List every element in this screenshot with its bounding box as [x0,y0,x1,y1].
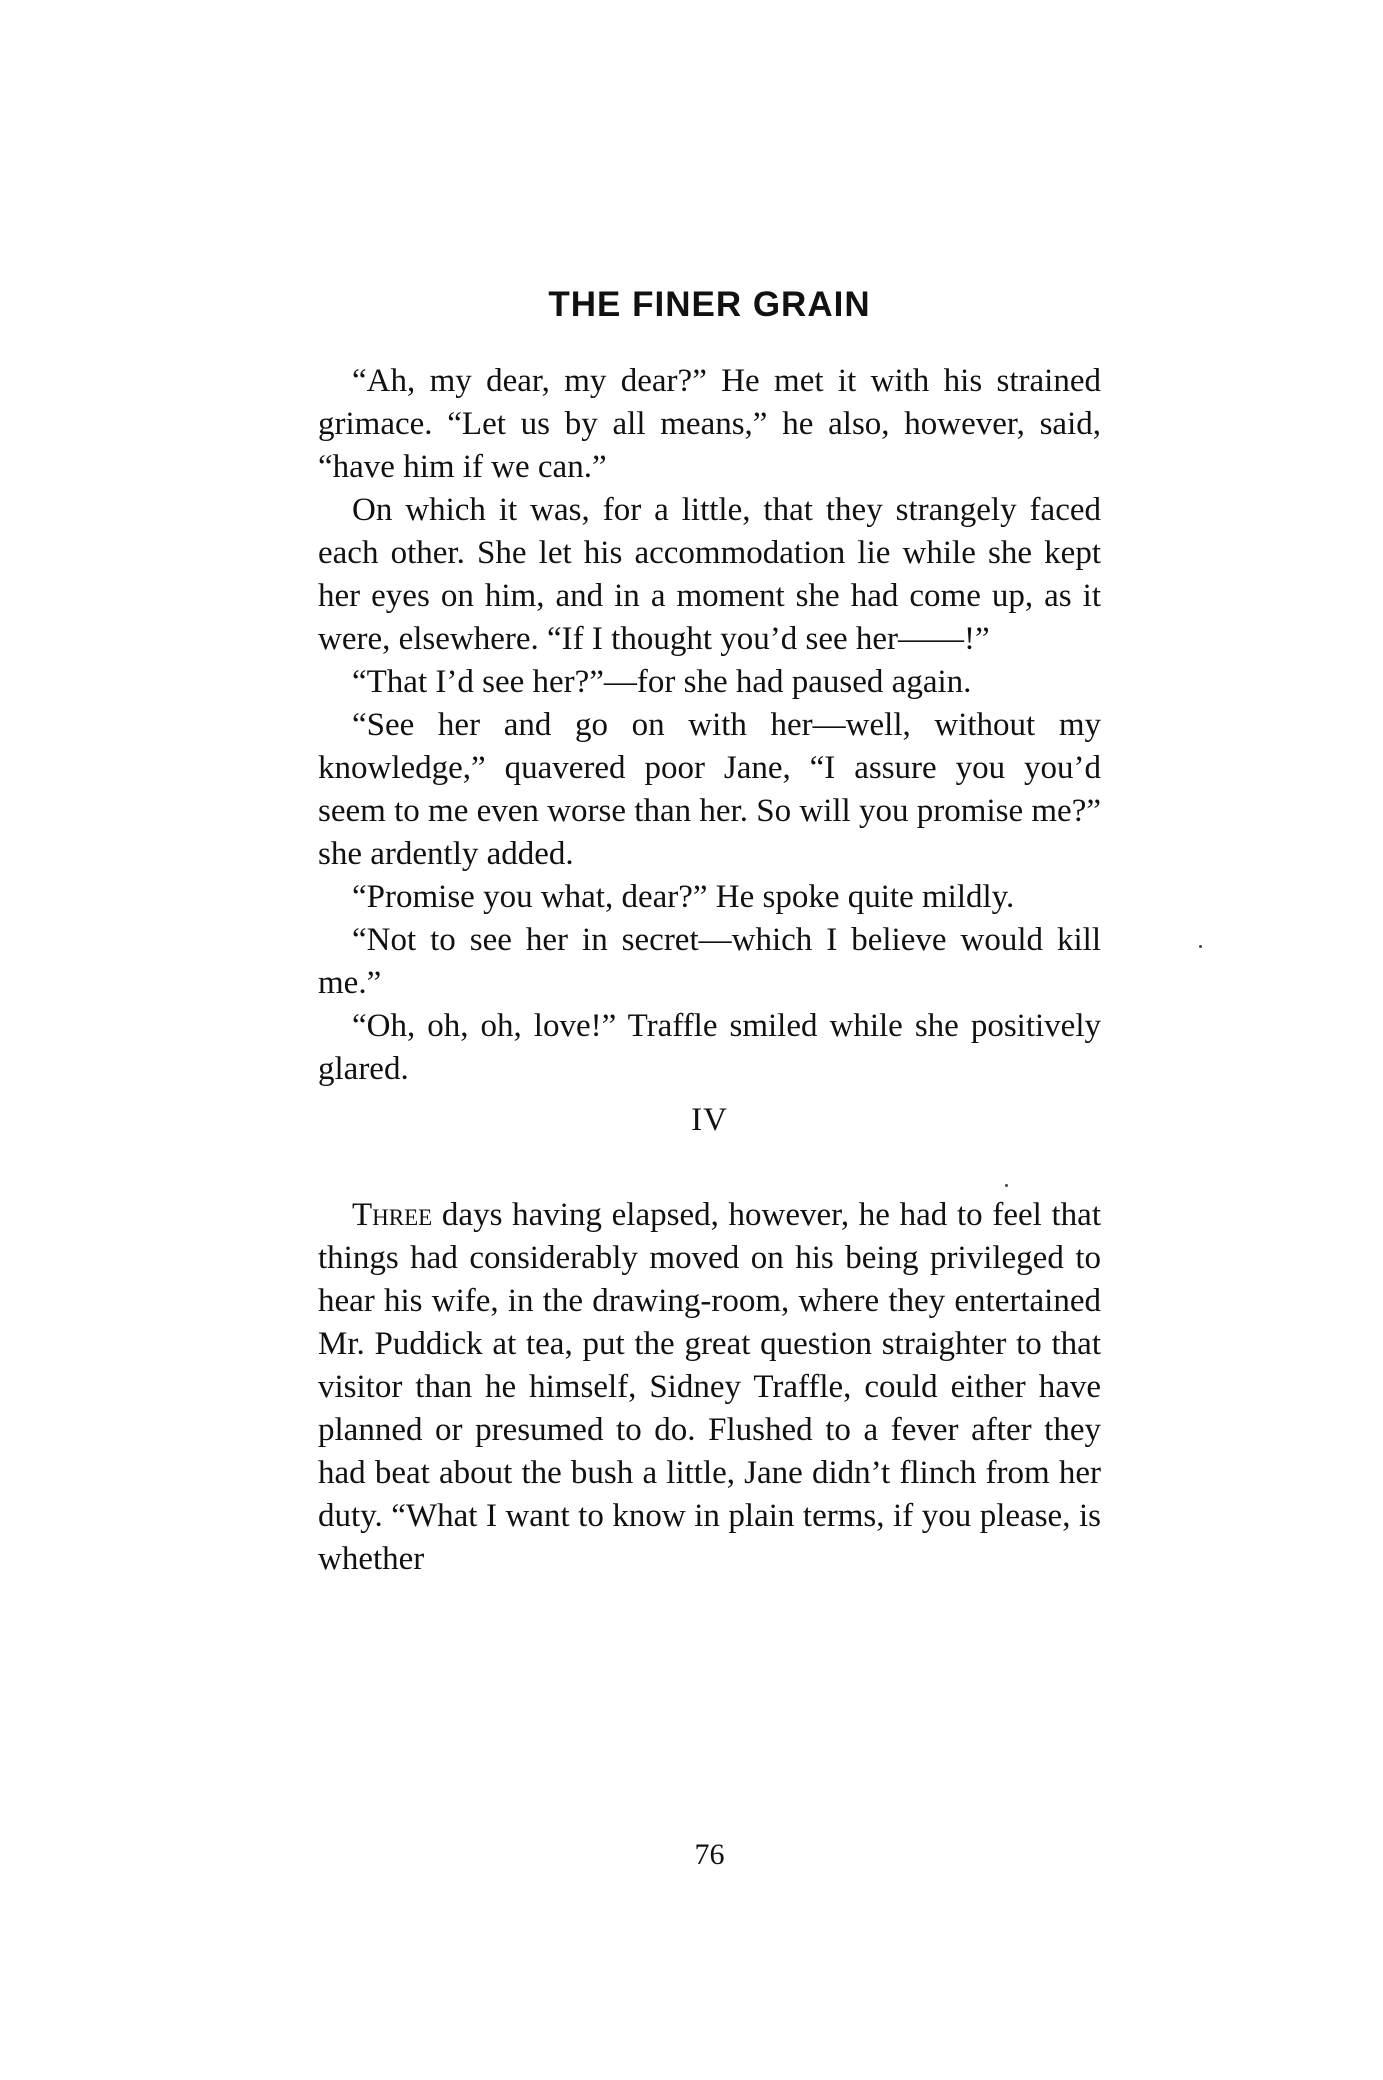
page-number: 76 [694,1838,725,1871]
section-opening-paragraph [318,1194,1101,1581]
lead-word: Three [352,1197,433,1233]
print-speck [1005,1184,1008,1187]
paragraph: “Promise you what, dear?” He spoke quite mildly. [352,879,1015,915]
paragraph: “That I’d see her?”—for she had paused again. [352,664,972,700]
paragraph: On which it was, for a little, that they strangely faced each other. She let his accommodation lie while she kept her eyes on him, and in a moment she had come up, as it were, elsewhere. “If I thought you’d see her——!” [318,492,1101,657]
paragraph: “Ah, my dear, my dear?” He met it with his strained grimace. “Let us by all means,” he also, however, said, “have him if we can.” [318,363,1101,485]
running-head: THE FINER GRAIN [548,285,871,324]
paragraph: “Oh, oh, oh, love!” Traffle smiled while she positively glared. [318,1008,1101,1087]
body-text [318,360,1101,1581]
paragraph-text: days having elapsed, however, he had to feel that things had considerably moved on his being privileged to hear his wife, in the drawing-room, where they entertained Mr. Puddick at tea, put the great question straighter to that visitor than he himself, Sidney Traffle, could either have planned or presumed to do. Flushed to a fever after they had beat about the bush a little, Jane didn’t flinch from her duty. “What I want to know in plain terms, if you please, is whether [318,1197,1101,1577]
print-speck [1199,945,1202,948]
paragraph: “See her and go on with her—well, without my knowledge,” quavered poor Jane, “I assure you you’d seem to me even worse than her. So will you promise me?” she ardently added. [318,707,1101,872]
section-heading: IV [691,1102,728,1138]
paragraph: “Not to see her in secret—which I believe would kill me.” [318,922,1101,1001]
